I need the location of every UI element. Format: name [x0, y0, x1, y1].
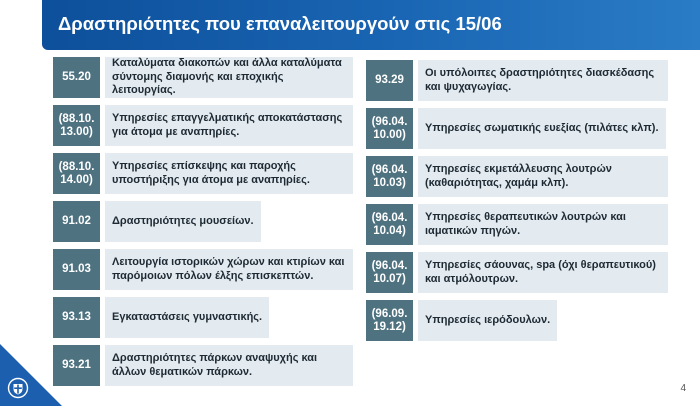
activity-description: Υπηρεσίες επίσκεψης και παροχής υποστήριξης για άτομα με αναπηρίες. — [105, 153, 353, 194]
activity-code: 55.20 — [53, 57, 100, 98]
activity-code: (88.10. 13.00) — [53, 105, 100, 146]
activity-description: Καταλύματα διακοπών και άλλα καταλύματα σύντομης διαμονής και εποχικής λειτουργίας. — [105, 57, 353, 98]
activity-row — [53, 105, 353, 146]
activity-description: Οι υπόλοιπες δραστηριότητες διασκέδασης και ψυχαγωγίας. — [418, 60, 668, 101]
activity-description: Υπηρεσίες επαγγελματικής αποκατάστασης για άτομα με αναπηρίες. — [105, 105, 353, 146]
activity-row — [53, 249, 353, 290]
activity-description: Υπηρεσίες σωματικής ευεξίας (πιλάτες κλπ). — [418, 108, 666, 149]
activity-code: (88.10. 14.00) — [53, 153, 100, 194]
activity-row — [366, 108, 666, 149]
activity-row — [366, 204, 668, 245]
activity-row — [366, 300, 557, 341]
activity-code: (96.04. 10.00) — [366, 108, 413, 149]
activity-row — [53, 297, 269, 338]
greek-coat-of-arms-icon — [7, 377, 29, 399]
activity-code: 93.13 — [53, 297, 100, 338]
activity-code: 93.29 — [366, 60, 413, 101]
activity-row — [53, 201, 261, 242]
activity-description: Λειτουργία ιστορικών χώρων και κτιρίων και παρόμοιων πόλων έλξης επισκεπτών. — [105, 249, 353, 290]
activity-row — [366, 156, 668, 197]
activity-row — [366, 60, 668, 101]
activity-row — [53, 345, 353, 386]
activity-description: Δραστηριότητες μουσείων. — [105, 201, 261, 242]
activity-row — [53, 57, 353, 98]
page-title: Δραστηριότητες που επαναλειτουργούν στις 15/06 — [58, 13, 502, 34]
activity-description: Υπηρεσίες θεραπευτικών λουτρών και ιαματικών πηγών. — [418, 204, 668, 245]
activity-description: Υπηρεσίες σάουνας, spa (όχι θεραπευτικού) και ατμόλουτρων. — [418, 252, 668, 293]
activity-description: Υπηρεσίες εκμετάλλευσης λουτρών (καθαριότητας, χαμάμ κλπ). — [418, 156, 668, 197]
activity-code: 91.02 — [53, 201, 100, 242]
activity-code: (96.04. 10.07) — [366, 252, 413, 293]
page-number: 4 — [680, 383, 686, 394]
activity-code: 91.03 — [53, 249, 100, 290]
title-banner — [42, 0, 700, 50]
activity-description: Δραστηριότητες πάρκων αναψυχής και άλλων θεματικών πάρκων. — [105, 345, 353, 386]
activity-description: Υπηρεσίες ιερόδουλων. — [418, 300, 557, 341]
activity-code: (96.04. 10.04) — [366, 204, 413, 245]
activity-row — [53, 153, 353, 194]
activity-code: 93.21 — [53, 345, 100, 386]
activity-description: Εγκαταστάσεις γυμναστικής. — [105, 297, 269, 338]
activity-code: (96.04. 10.03) — [366, 156, 413, 197]
activity-code: (96.09. 19.12) — [366, 300, 413, 341]
activity-row — [366, 252, 668, 293]
